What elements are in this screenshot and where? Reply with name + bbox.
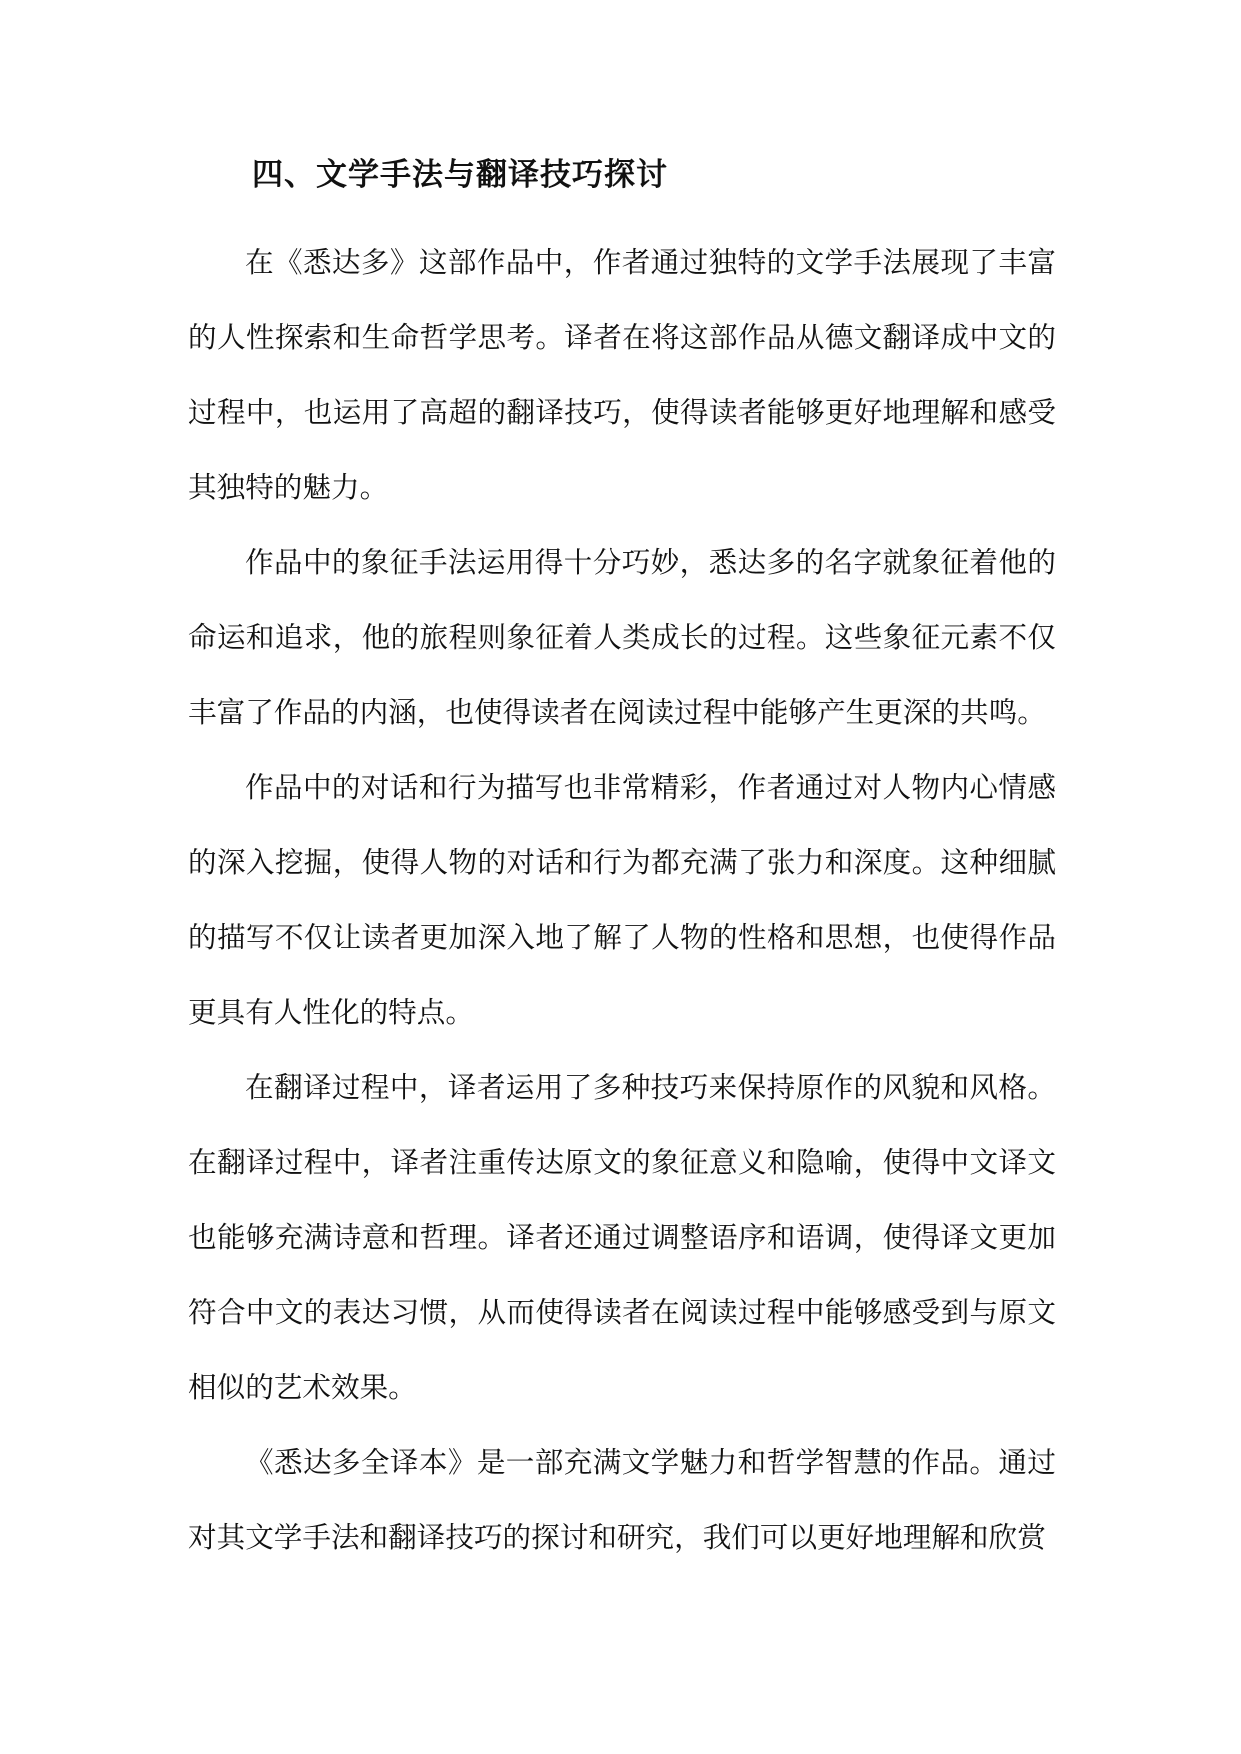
- paragraph-5: [188, 1425, 1056, 1575]
- paragraph-line: 作品中的象征手法运用得十分巧妙，悉达多的名字就象征着他的: [245, 545, 1056, 579]
- paragraph-line: 在翻译过程中，译者注重传达原文的象征意义和隐喻，使得中文译文: [188, 1145, 1056, 1179]
- paragraph-1: [188, 225, 1056, 525]
- paragraph-4: [188, 1050, 1056, 1425]
- paragraph-line: 的深入挖掘，使得人物的对话和行为都充满了张力和深度。这种细腻: [188, 845, 1056, 879]
- paragraph-line: 在《悉达多》这部作品中，作者通过独特的文学手法展现了丰富: [245, 245, 1056, 279]
- paragraph-line: 在翻译过程中，译者运用了多种技巧来保持原作的风貌和风格。: [245, 1070, 1056, 1104]
- paragraph-line: 丰富了作品的内涵，也使得读者在阅读过程中能够产生更深的共鸣。: [188, 695, 1046, 729]
- paragraph-line: 对其文学手法和翻译技巧的探讨和研究，我们可以更好地理解和欣赏: [188, 1520, 1046, 1554]
- section-heading: 四、文学手法与翻译技巧探讨: [252, 157, 668, 193]
- body-text: [188, 225, 1056, 1575]
- paragraph-line: 的人性探索和生命哲学思考。译者在将这部作品从德文翻译成中文的: [188, 320, 1056, 354]
- paragraph-3: [188, 750, 1056, 1050]
- paragraph-line: 作品中的对话和行为描写也非常精彩，作者通过对人物内心情感: [245, 770, 1056, 804]
- paragraph-line: 符合中文的表达习惯，从而使得读者在阅读过程中能够感受到与原文: [188, 1295, 1056, 1329]
- paragraph-2: [188, 525, 1056, 750]
- paragraph-line: 更具有人性化的特点。: [188, 995, 474, 1029]
- paragraph-line: 《悉达多全译本》是一部充满文学魅力和哲学智慧的作品。通过: [245, 1445, 1056, 1479]
- paragraph-line: 相似的艺术效果。: [188, 1370, 417, 1404]
- paragraph-line: 的描写不仅让读者更加深入地了解了人物的性格和思想，也使得作品: [188, 920, 1056, 954]
- paragraph-line: 其独特的魅力。: [188, 470, 389, 504]
- paragraph-line: 过程中，也运用了高超的翻译技巧，使得读者能够更好地理解和感受: [188, 395, 1056, 429]
- paragraph-line: 命运和追求，他的旅程则象征着人类成长的过程。这些象征元素不仅: [188, 620, 1056, 654]
- paragraph-line: 也能够充满诗意和哲理。译者还通过调整语序和语调，使得译文更加: [188, 1220, 1056, 1254]
